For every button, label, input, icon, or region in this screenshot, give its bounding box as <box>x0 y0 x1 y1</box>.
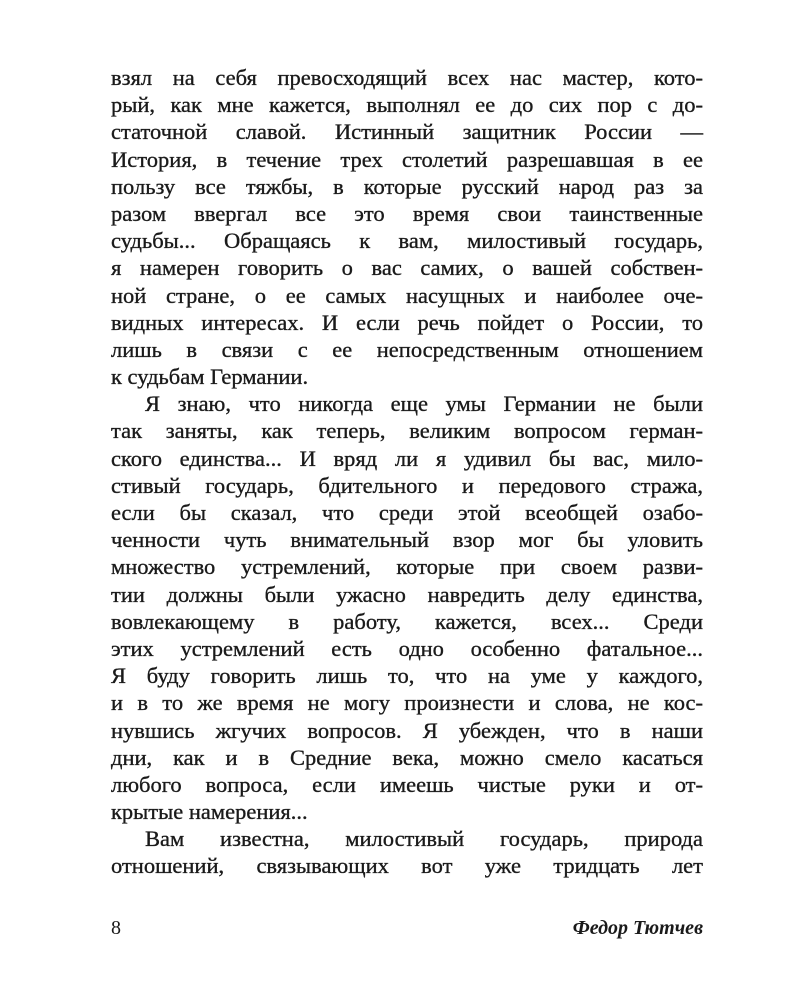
text-line: взял на себя превосходящий всех нас мастер, кото- <box>111 65 703 90</box>
page-number: 8 <box>111 917 121 939</box>
text-line: лишь в связи с ее непосредственным отношением <box>111 336 703 362</box>
page-body <box>111 64 703 880</box>
text-line: крытые намерения... <box>111 799 308 825</box>
paragraph <box>111 390 703 825</box>
text-line: статочной славой. Истинный защитник России — <box>111 119 703 145</box>
text-line: отношений, связывающих вот уже тридцать лет <box>111 853 703 879</box>
text-line: ной стране, о ее самых насущных и наиболее оче- <box>111 282 703 308</box>
text-line: к судьбам Германии. <box>111 364 309 390</box>
text-line: Я буду говорить лишь то, что на уме у каждого, <box>111 663 703 689</box>
text-line: любого вопроса, если имеешь чистые руки и от- <box>111 771 703 797</box>
text-line: тии должны были ужасно навредить делу единства, <box>111 581 703 607</box>
text-line: разом ввергал все это время свои таинственные <box>111 200 703 226</box>
text-line: дни, как и в Средние века, можно смело касаться <box>111 744 703 770</box>
text-line: вовлекающему в работу, кажется, всех... Среди <box>111 608 703 634</box>
page-footer <box>111 914 703 942</box>
text-line: Вам известна, милостивый государь, природа <box>145 826 703 852</box>
text-line: этих устремлений есть одно особенно фатальное... <box>111 635 703 661</box>
text-line: видных интересах. И если речь пойдет о России, то <box>111 309 703 335</box>
text-line: пользу все тяжбы, в которые русский народ раз за <box>111 173 703 199</box>
text-line: стивый государь, бдительного и передового стража, <box>111 472 703 498</box>
running-title: Федор Тютчев <box>572 917 703 939</box>
text-line: судьбы... Обращаясь к вам, милостивый государь, <box>111 228 703 254</box>
text-line: ченности чуть внимательный взор мог бы уловить <box>111 527 703 553</box>
text-line: так заняты, как теперь, великим вопросом герман- <box>111 418 703 444</box>
text-line: История, в течение трех столетий разрешавшая в ее <box>111 146 703 172</box>
text-line: ского единства... И вряд ли я удивил бы вас, мило- <box>111 445 703 471</box>
paragraph <box>111 64 703 390</box>
text-line: множество устремлений, которые при своем разви- <box>111 554 703 580</box>
text-line: и в то же время не могу произнести и слова, не кос- <box>111 690 703 716</box>
text-line: рый, как мне кажется, выполнял ее до сих пор с до- <box>111 92 703 118</box>
text-line: Я знаю, что никогда еще умы Германии не были <box>145 391 703 417</box>
paragraph <box>111 825 703 879</box>
text-line: если бы сказал, что среди этой всеобщей озабо- <box>111 500 703 525</box>
text-line: нувшись жгучих вопросов. Я убежден, что в наши <box>111 717 703 743</box>
text-line: я намерен говорить о вас самих, о вашей собствен- <box>111 255 703 281</box>
